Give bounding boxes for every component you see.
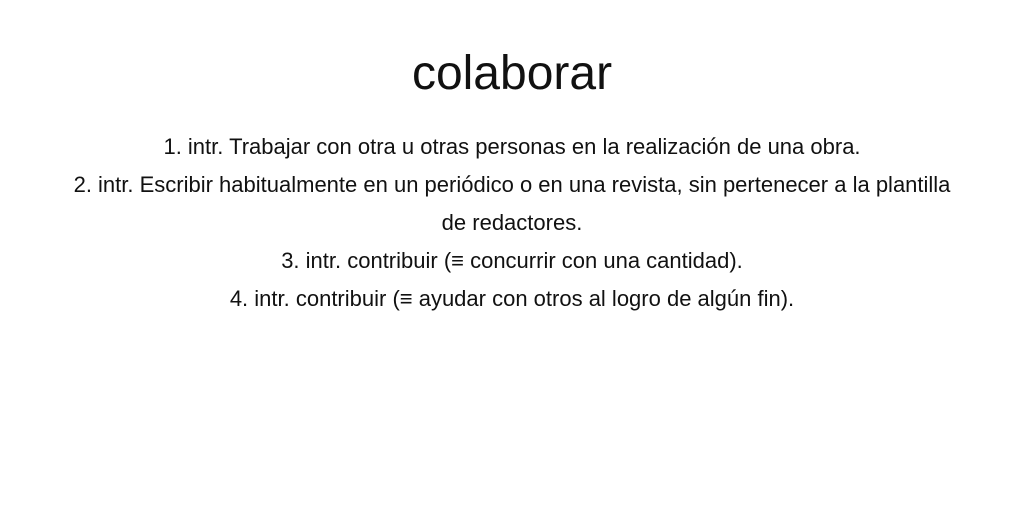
definition-3: 3. intr. contribuir (≡ concurrir con una cantidad).: [281, 248, 743, 273]
definition-list: [60, 128, 964, 318]
definition-1: 1. intr. Trabajar con otra u otras personas en la realización de una obra.: [163, 134, 861, 159]
entry-headword: colaborar: [411, 47, 613, 100]
definition-2: 2. intr. Escribir habitualmente en un periódico o en una revista, sin pertenecer a la plantilla de redactores.: [73, 172, 951, 235]
definition-4: 4. intr. contribuir (≡ ayudar con otros al logro de algún fin).: [229, 286, 795, 311]
